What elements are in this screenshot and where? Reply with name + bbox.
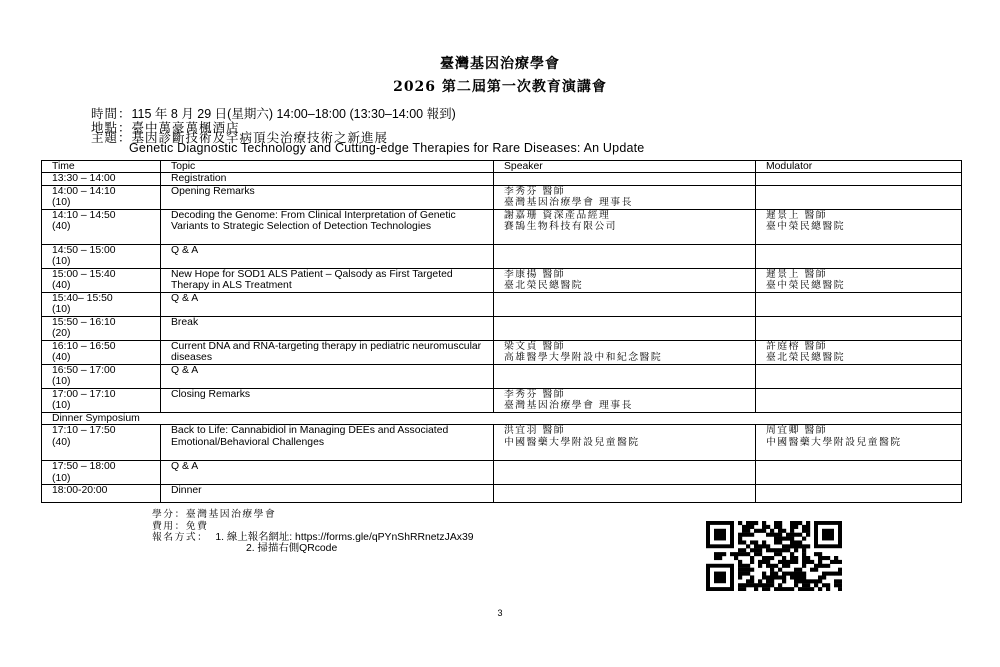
time-range: 14:50 – 15:00 <box>52 244 116 256</box>
time-cell <box>42 364 161 388</box>
duration: (40) <box>52 221 71 233</box>
time-cell <box>42 425 161 461</box>
theme-label: 主題： <box>91 131 132 145</box>
speaker-cell <box>494 268 756 292</box>
header-modulator: Modulator <box>756 161 962 173</box>
modulator-name: 周宜卿 醫師 <box>766 425 828 437</box>
time-cell <box>42 461 161 485</box>
duration: (10) <box>52 304 71 316</box>
header-topic: Topic <box>161 161 494 173</box>
topic-text: Registration <box>171 173 227 185</box>
speaker-name: 李秀芬 醫師 <box>504 388 566 400</box>
table-row <box>42 388 962 412</box>
topic-text: Dinner <box>171 485 202 497</box>
time-cell <box>42 209 161 244</box>
speaker-cell <box>494 425 756 461</box>
speaker-affiliation: 臺灣基因治療學會 理事長 <box>504 197 633 209</box>
dinner-symposium-label: Dinner Symposium <box>42 412 962 424</box>
modulator-cell <box>756 425 962 461</box>
venue-label: 地點： <box>91 121 132 135</box>
table-row <box>42 485 962 503</box>
topic-cell <box>161 340 494 364</box>
table-row <box>42 173 962 185</box>
modulator-cell <box>756 209 962 244</box>
topic-cell <box>161 173 494 185</box>
time-cell <box>42 485 161 503</box>
time-range: 15:50 – 16:10 <box>52 316 116 328</box>
theme-english: Genetic Diagnostic Technology and Cutting-edge Therapies for Rare Diseases: An Update <box>129 141 645 155</box>
time-cell <box>42 316 161 340</box>
speaker-affiliation: 高雄醫學大學附設中和紀念醫院 <box>504 352 663 364</box>
duration: (10) <box>52 256 71 268</box>
topic-cell <box>161 425 494 461</box>
topic-text: Closing Remarks <box>171 388 251 400</box>
speaker-cell <box>494 340 756 364</box>
modulator-affiliation: 中國醫藥大學附設兒童醫院 <box>766 436 902 448</box>
speaker-cell <box>494 388 756 412</box>
time-range: 16:50 – 17:00 <box>52 364 116 376</box>
page-number: 3 <box>497 608 503 618</box>
topic-cell <box>161 364 494 388</box>
registration-qr-text: 2. 掃描右側QRcode <box>246 543 338 554</box>
table-header-row <box>42 161 962 173</box>
speaker-cell <box>494 316 756 340</box>
modulator-cell <box>756 485 962 503</box>
table-row <box>42 268 962 292</box>
table-row <box>42 292 962 316</box>
schedule-table <box>41 160 962 503</box>
duration: (40) <box>52 280 71 292</box>
table-row <box>42 340 962 364</box>
topic-cell <box>161 485 494 503</box>
modulator-cell <box>756 388 962 412</box>
topic-text: Break <box>171 316 199 328</box>
topic-text: Q & A <box>171 292 199 304</box>
topic-cell <box>161 268 494 292</box>
duration: (10) <box>52 197 71 209</box>
topic-cell <box>161 209 494 244</box>
topic-cell <box>161 244 494 268</box>
time-cell <box>42 388 161 412</box>
topic-text: Opening Remarks <box>171 185 255 197</box>
modulator-cell <box>756 173 962 185</box>
speaker-affiliation: 賽鵠生物科技有限公司 <box>504 221 617 233</box>
duration: (40) <box>52 436 71 448</box>
speaker-name: 謝嘉珊 資深產品經理 <box>504 209 611 221</box>
duration: (40) <box>52 352 71 364</box>
modulator-name: 遲景上 醫師 <box>766 268 828 280</box>
speaker-name: 李秀芬 醫師 <box>504 185 566 197</box>
registration-label: 報名方式： <box>152 532 209 543</box>
topic-cell <box>161 388 494 412</box>
table-row <box>42 461 962 485</box>
speaker-name: 李康揚 醫師 <box>504 268 566 280</box>
duration: (10) <box>52 376 71 388</box>
time-cell <box>42 292 161 316</box>
modulator-cell <box>756 268 962 292</box>
topic-cell <box>161 185 494 209</box>
venue-value: 臺中萬豪萬楓酒店 <box>131 121 240 135</box>
table-row <box>42 185 962 209</box>
speaker-name: 洪宜羽 醫師 <box>504 425 566 437</box>
time-cell <box>42 173 161 185</box>
table-row <box>42 209 962 244</box>
theme-value: 基因診斷技術及罕病頂尖治療技術之新進展 <box>131 131 389 145</box>
time-range: 17:50 – 18:00 <box>52 461 116 473</box>
time-range: 14:10 – 14:50 <box>52 209 116 221</box>
modulator-name: 許庭榕 醫師 <box>766 340 828 352</box>
modulator-cell <box>756 185 962 209</box>
speaker-cell <box>494 292 756 316</box>
time-range: 13:30 – 14:00 <box>52 173 116 185</box>
speaker-affiliation: 臺灣基因治療學會 理事長 <box>504 400 633 412</box>
credit-text: 學分：臺灣基因治療學會 <box>152 509 277 520</box>
modulator-affiliation: 臺中榮民總醫院 <box>766 280 846 292</box>
fee-text: 費用：免費 <box>152 521 209 532</box>
event-time <box>91 107 456 121</box>
modulator-affiliation: 臺中榮民總醫院 <box>766 221 846 233</box>
topic-cell <box>161 292 494 316</box>
topic-text: Q & A <box>171 461 199 473</box>
credit-line <box>152 509 276 521</box>
modulator-cell <box>756 461 962 485</box>
duration: (10) <box>52 472 71 484</box>
time-range: 15:40– 15:50 <box>52 292 113 304</box>
speaker-cell <box>494 461 756 485</box>
time-cell <box>42 340 161 364</box>
topic-text: Decoding the Genome: From Clinical Interpretation of Genetic Variants to Strategic Selection of Detection Technologies <box>171 209 456 233</box>
topic-text: New Hope for SOD1 ALS Patient – Qalsody as First Targeted Therapy in ALS Treatment <box>171 268 453 292</box>
topic-text: Current DNA and RNA-targeting therapy in pediatric neuromuscular diseases <box>171 340 482 364</box>
time-range: 14:00 – 14:10 <box>52 185 116 197</box>
topic-text: Q & A <box>171 244 199 256</box>
header-time: Time <box>42 161 161 173</box>
topic-text: Q & A <box>171 364 199 376</box>
time-range: 16:10 – 16:50 <box>52 340 116 352</box>
topic-cell <box>161 316 494 340</box>
time-range: 17:10 – 17:50 <box>52 425 116 437</box>
modulator-affiliation: 臺北榮民總醫院 <box>766 352 846 364</box>
speaker-affiliation: 中國醫藥大學附設兒童醫院 <box>504 436 640 448</box>
schedule-body <box>42 173 962 503</box>
time-range: 18:00-20:00 <box>52 485 108 497</box>
speaker-cell <box>494 485 756 503</box>
time-cell <box>42 268 161 292</box>
modulator-cell <box>756 364 962 388</box>
time-value: 115 年 8 月 29 日(星期六) 14:00–18:00 (13:30–14:00 報到) <box>131 107 456 121</box>
time-range: 15:00 – 15:40 <box>52 268 116 280</box>
header-speaker: Speaker <box>494 161 756 173</box>
modulator-cell <box>756 292 962 316</box>
table-row <box>42 364 962 388</box>
speaker-cell <box>494 244 756 268</box>
speaker-name: 梁文貞 醫師 <box>504 340 566 352</box>
table-row <box>42 316 962 340</box>
topic-text: Back to Life: Cannabidiol in Managing DEEs and Associated Emotional/Behavioral Challenges <box>171 425 449 448</box>
table-row <box>42 425 962 461</box>
modulator-name: 遲景上 醫師 <box>766 209 828 221</box>
duration: (10) <box>52 400 71 412</box>
speaker-cell <box>494 173 756 185</box>
modulator-cell <box>756 340 962 364</box>
registration-qr-code[interactable] <box>706 521 842 591</box>
time-range: 17:00 – 17:10 <box>52 388 116 400</box>
document-title: 臺灣基因治療學會 <box>440 56 560 72</box>
speaker-cell <box>494 209 756 244</box>
duration: (20) <box>52 328 71 340</box>
topic-cell <box>161 461 494 485</box>
time-label: 時間： <box>91 107 132 121</box>
modulator-cell <box>756 316 962 340</box>
dinner-symposium-row <box>42 412 962 424</box>
registration-url[interactable]: 1. 線上報名網址: https://forms.gle/qPYnShRRnetzJAx39 <box>215 532 474 543</box>
time-cell <box>42 185 161 209</box>
modulator-cell <box>756 244 962 268</box>
document-subtitle: 2026 第二屆第一次教育演講會 <box>393 79 607 95</box>
table-row <box>42 244 962 268</box>
time-cell <box>42 244 161 268</box>
speaker-cell <box>494 364 756 388</box>
registration-qr-line <box>246 543 337 555</box>
speaker-affiliation: 臺北榮民總醫院 <box>504 280 584 292</box>
speaker-cell <box>494 185 756 209</box>
